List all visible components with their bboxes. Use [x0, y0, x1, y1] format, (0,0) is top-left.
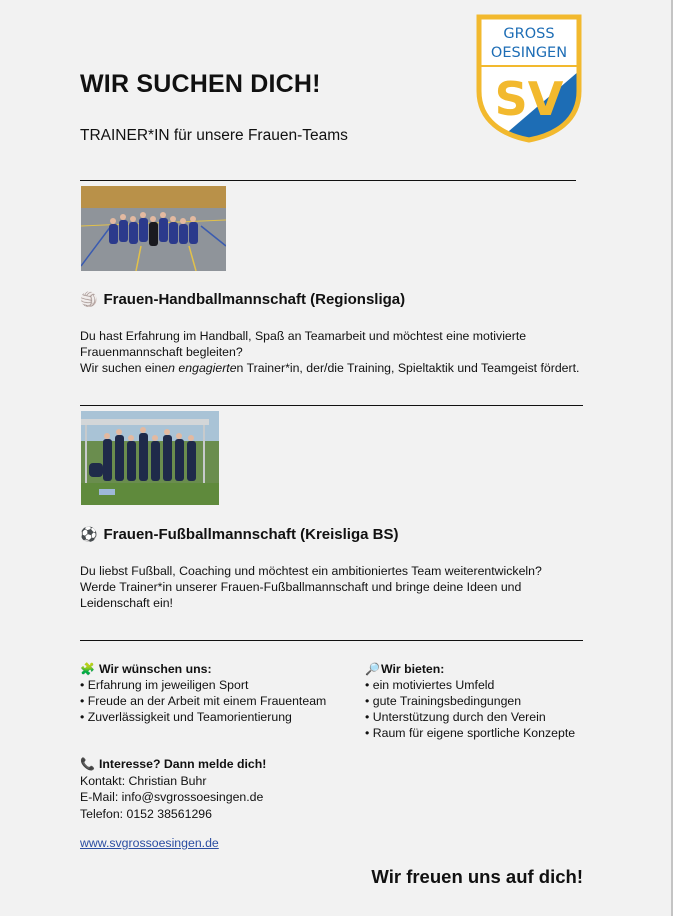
offers-list-block: [365, 661, 575, 741]
contact-heading: [80, 756, 266, 773]
wishes-title: Wir wünschen uns:: [98, 662, 212, 676]
football-line3: Leidenschaft ein!: [80, 596, 173, 610]
club-logo: [475, 13, 583, 143]
list-item: • gute Trainingsbedingungen: [365, 693, 575, 709]
list-item: • Freude an der Arbeit mit einem Frauenteam: [80, 693, 326, 709]
divider: [80, 640, 583, 641]
wishes-list: [80, 677, 326, 725]
page-title: WIR SUCHEN DICH!: [80, 70, 321, 98]
list-item: • Zuverlässigkeit und Teamorientierung: [80, 709, 326, 725]
handball-line3-post: n Trainer*in, der/die Training, Spieltaktik und Teamgeist fördert.: [236, 361, 580, 375]
wishes-list-block: [80, 661, 326, 725]
handball-line3-pre: Wir suchen eine: [80, 361, 169, 375]
logo-line2: OESINGEN: [490, 45, 568, 61]
logo-initials: SV: [494, 72, 564, 126]
list-item: • Raum für eigene sportliche Konzepte: [365, 725, 575, 741]
contact-phone[interactable]: Telefon: 0152 38561296: [80, 806, 212, 821]
magnifier-icon: 🔎: [365, 662, 380, 676]
football-description: [80, 563, 600, 611]
contact-email[interactable]: E-Mail: info@svgrossoesingen.de: [80, 790, 264, 804]
logo-line1: GROSS: [503, 26, 555, 42]
football-line2: Werde Trainer*in unserer Frauen-Fußballmannschaft und bringe deine Ideen und: [80, 580, 522, 594]
list-item: • Erfahrung im jeweiligen Sport: [80, 677, 326, 693]
handball-line3: [80, 360, 600, 376]
offers-heading: [365, 661, 575, 677]
handball-title-text: Frauen-Handballmannschaft (Regionsliga): [103, 291, 406, 308]
divider: [80, 405, 583, 406]
handball-line1: Du hast Erfahrung im Handball, Spaß an Teamarbeit und möchtest eine motivierte: [80, 329, 527, 343]
contact-name: Kontakt: Christian Buhr: [80, 773, 207, 788]
contact-block: [80, 756, 266, 822]
football-title-text: Frauen-Fußballmannschaft (Kreisliga BS): [103, 526, 399, 543]
football-team-photo: [81, 411, 219, 505]
website-link[interactable]: www.svgrossoesingen.de: [80, 836, 219, 850]
football-line1: Du liebst Fußball, Coaching und möchtest ein ambitioniertes Team weiterentwickeln?: [80, 564, 542, 578]
offers-list: [365, 677, 575, 741]
handball-team-photo: [81, 186, 226, 271]
handball-section-title: [80, 291, 405, 308]
handball-line2: Frauenmannschaft begleiten?: [80, 345, 243, 359]
page-subtitle: TRAINER*IN für unsere Frauen-Teams: [80, 127, 348, 144]
phone-icon: 📞: [80, 757, 95, 771]
volleyball-icon: 🏐: [80, 291, 98, 307]
closing-text: Wir freuen uns auf dich!: [371, 866, 583, 887]
handball-description: [80, 328, 600, 376]
puzzle-icon: 🧩: [80, 662, 95, 676]
football-section-title: [80, 526, 398, 543]
handball-line3-italic: n engagierte: [168, 361, 237, 375]
soccer-ball-icon: ⚽: [80, 526, 98, 542]
divider: [80, 180, 576, 181]
wishes-heading: [80, 661, 326, 677]
list-item: • Unterstützung durch den Verein: [365, 709, 575, 725]
contact-title: Interesse? Dann melde dich!: [98, 757, 267, 771]
list-item: • ein motiviertes Umfeld: [365, 677, 575, 693]
offers-title: Wir bieten:: [380, 662, 445, 676]
